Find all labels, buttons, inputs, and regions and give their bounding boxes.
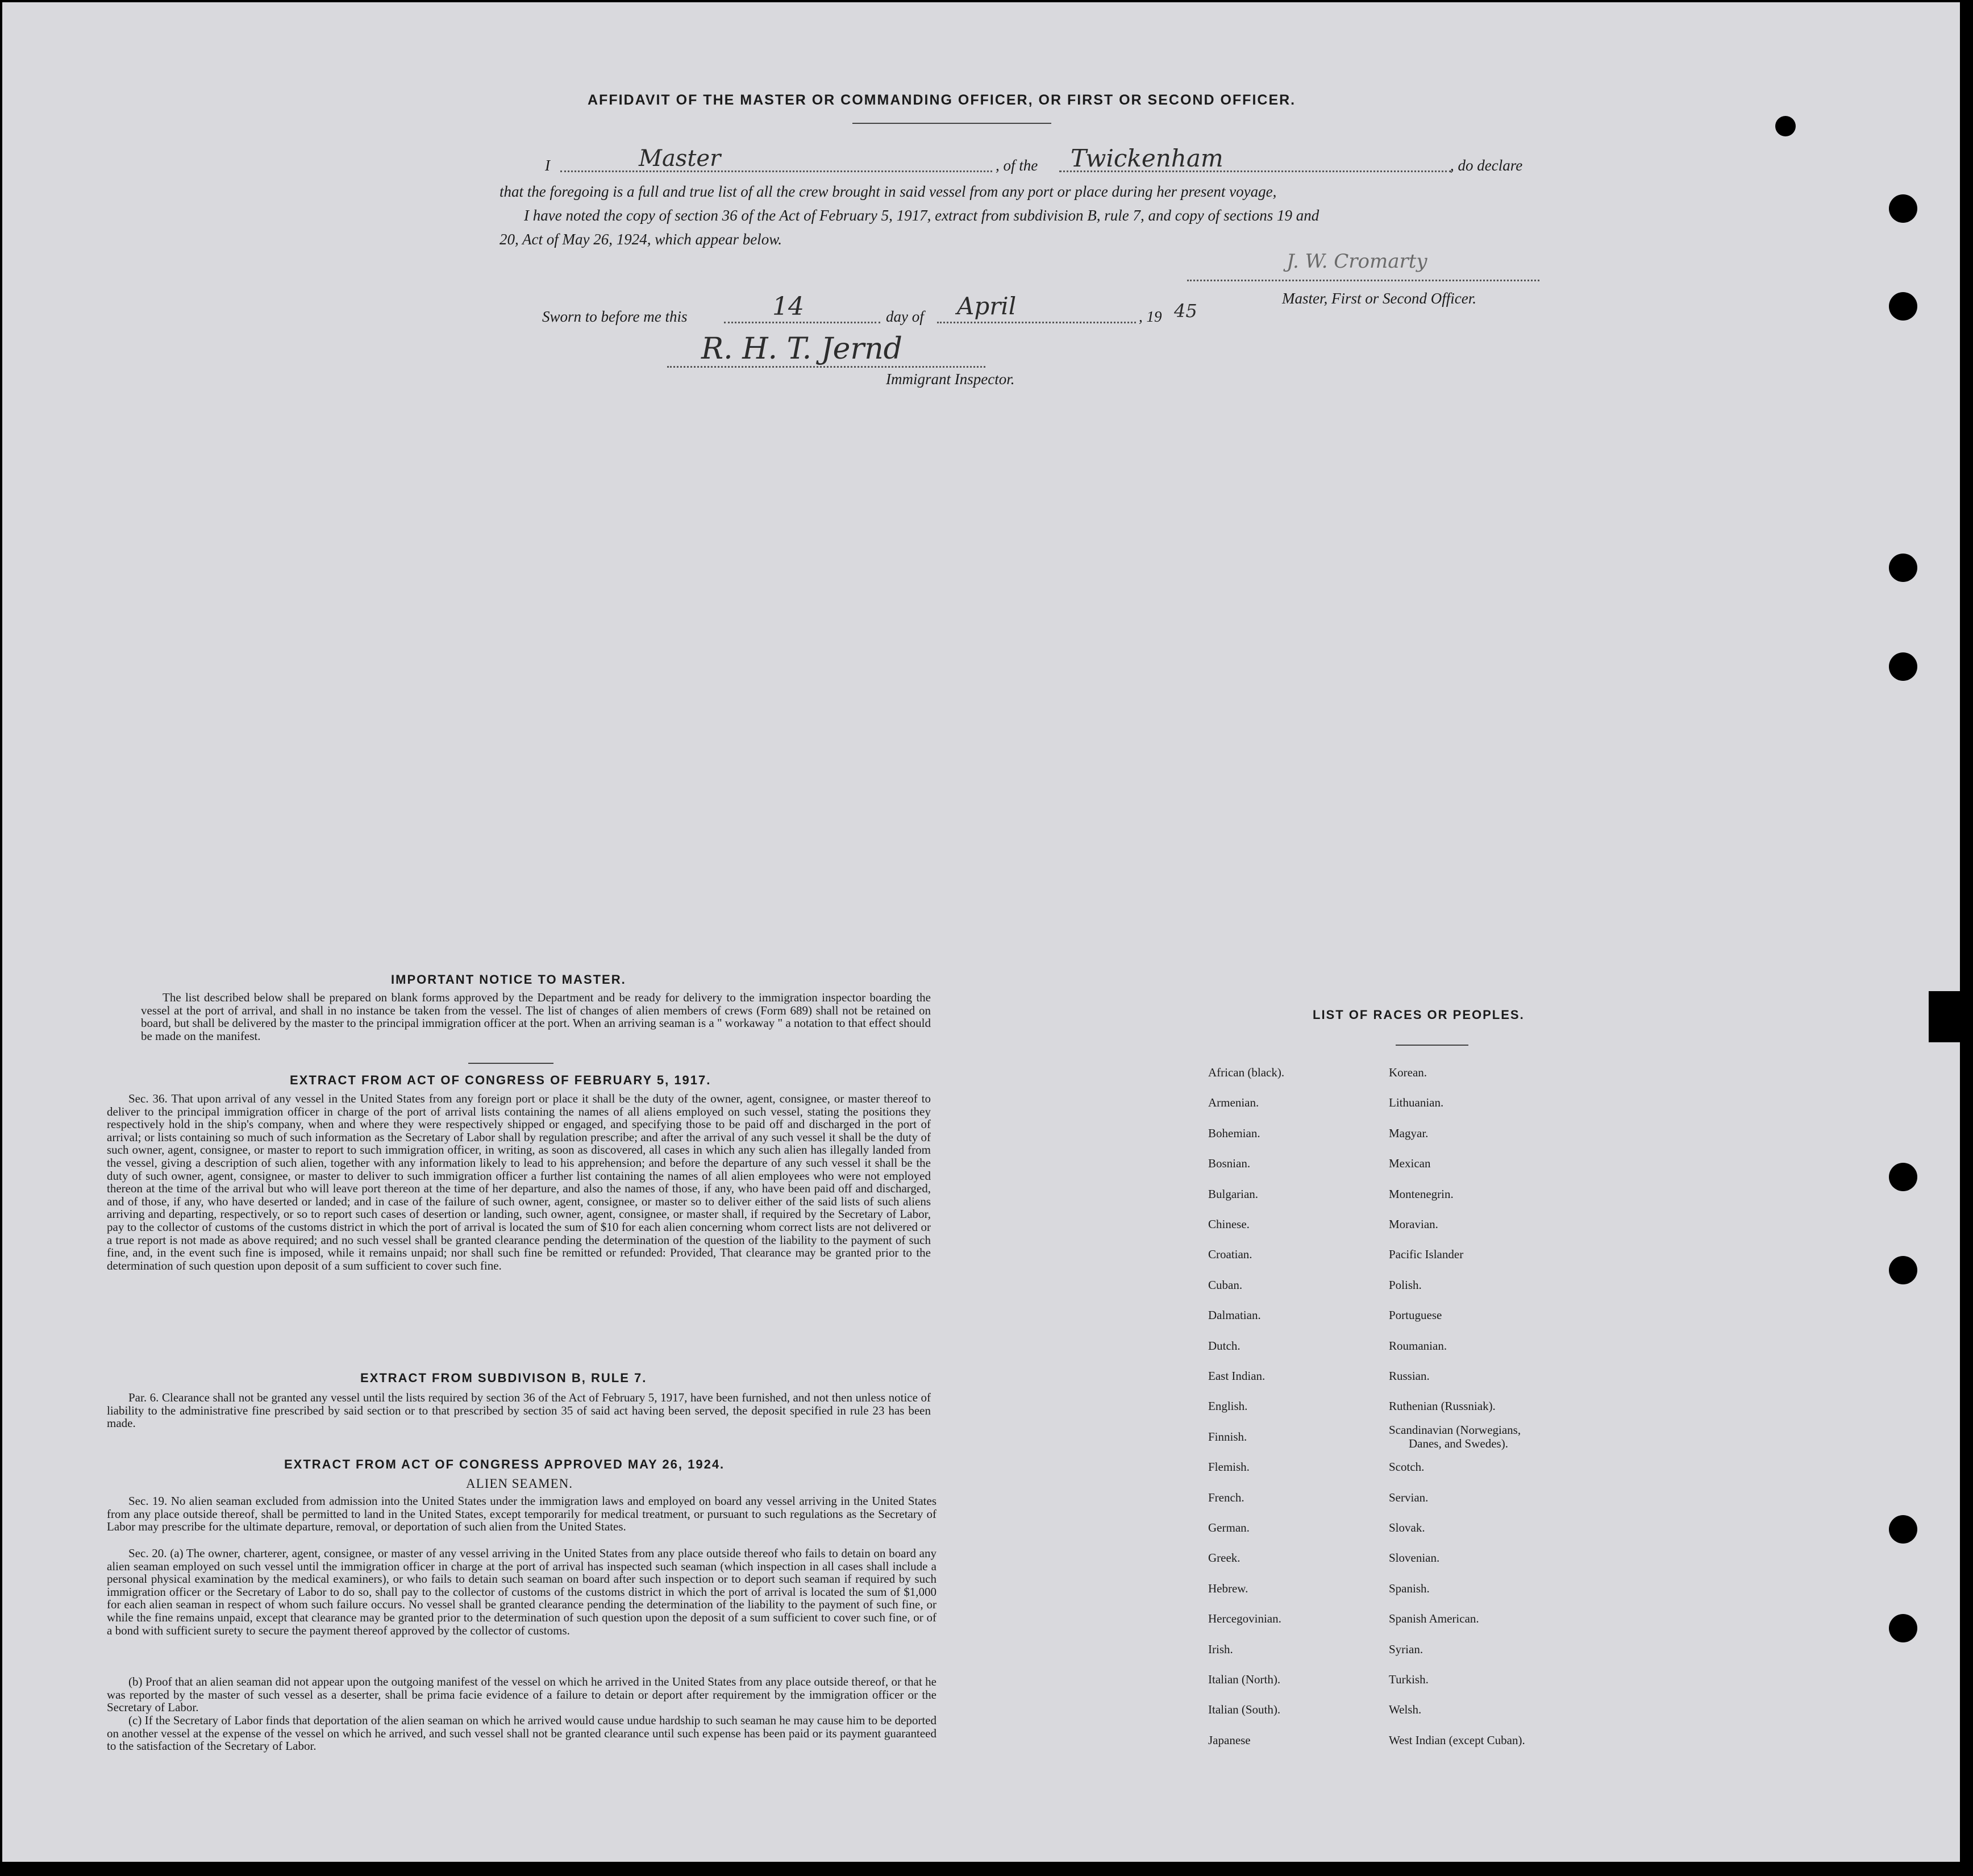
inspector-signature-line [667, 366, 985, 368]
declaration-line-2: I have noted the copy of section 36 of the Act of February 5, 1917, extract from subdivision B, rule 7, and copy of sections 19 and [524, 207, 1320, 224]
race-right-item: Pacific Islander [1389, 1247, 1464, 1261]
race-right-item: Turkish. [1389, 1673, 1429, 1686]
sec-20b-text: (b) Proof that an alien seaman did not appear upon the outgoing manifest of the vessel on which he arrived in the United States from any place outside thereof, or that he was reported by the master of such vessel as a deserter, shall be prima facie evidence of a failure to detain or deport after requirement by the immigration officer or the Secretary of Labor. [107, 1675, 936, 1715]
inspector-caption: Immigrant Inspector. [886, 371, 1015, 388]
race-left-item: Armenian. [1208, 1096, 1259, 1109]
race-right-item: Russian. [1389, 1369, 1430, 1383]
race-left-item: African (black). [1208, 1066, 1285, 1079]
sworn-day-handwritten: 14 [772, 292, 804, 321]
race-left-item: Cuban. [1208, 1278, 1243, 1292]
race-left-item: Bohemian. [1208, 1126, 1260, 1140]
sec-20c-text: (c) If the Secretary of Labor finds that deportation of the alien seaman on which he arrived would cause undue hardship to such seaman he may cause him to be deported on another vessel at the expense of the vessel on which he arrived, and such vessel shall not be granted clearance until such expense has been paid or its payment guaranteed to the satisfaction of the Secretary of Labor. [107, 1713, 936, 1753]
race-left-item: Italian (North). [1208, 1673, 1281, 1686]
race-right-item: Montenegrin. [1389, 1187, 1454, 1201]
page-edge-tear [1929, 991, 1960, 1042]
race-left-item: Bulgarian. [1208, 1187, 1259, 1201]
document-page [2, 2, 1960, 1862]
race-left-item: Flemish. [1208, 1460, 1250, 1474]
race-left-item: Bosnian. [1208, 1157, 1251, 1170]
affidavit-title: AFFIDAVIT OF THE MASTER OR COMMANDING OFFICER, OR FIRST OR SECOND OFFICER. [588, 92, 1296, 108]
affidavit-i-label: I [545, 157, 550, 174]
race-right-item: Welsh. [1389, 1703, 1422, 1716]
sworn-month-line [937, 322, 1136, 323]
race-left-item: Japanese [1208, 1733, 1251, 1747]
race-right-item: Lithuanian. [1389, 1096, 1444, 1109]
do-declare-label: , do declare [1450, 157, 1523, 174]
declaration-line-1: that the foregoing is a full and true list of all the crew brought in said vessel from any port or place during her present voyage, [500, 183, 1277, 200]
master-name-handwritten: Master [639, 145, 721, 172]
race-right-item: Roumanian. [1389, 1339, 1447, 1353]
race-left-item: Croatian. [1208, 1247, 1252, 1261]
master-signature: J. W. Cromarty [1287, 250, 1427, 273]
punch-hole [1889, 1614, 1917, 1642]
punch-hole [1889, 1515, 1917, 1544]
punch-hole [1775, 116, 1796, 136]
race-left-item: French. [1208, 1491, 1244, 1504]
punch-hole [1889, 554, 1917, 582]
race-left-item: Hebrew. [1208, 1582, 1248, 1595]
alien-seamen-subtitle: ALIEN SEAMEN. [466, 1476, 573, 1491]
sworn-day-line [724, 322, 880, 323]
extract-rule7-text: Par. 6. Clearance shall not be granted any vessel until the lists required by section 36 of the Act of February 5, 1917, have been furnished, and not then unless notice of liability to the administrative fine prescribed by said section or to that prescribed by section 35 of said act having been served, the deposit specified in rule 23 has been made. [107, 1391, 931, 1430]
race-right-item: Servian. [1389, 1491, 1429, 1504]
year-prefix: , 19 [1139, 308, 1162, 325]
race-right-item: Scandinavian (Norwegians, [1389, 1423, 1521, 1437]
name-line [560, 170, 992, 172]
master-caption: Master, First or Second Officer. [1282, 290, 1476, 307]
race-left-item: Chinese. [1208, 1217, 1250, 1231]
race-left-item: Finnish. [1208, 1430, 1247, 1444]
sworn-label: Sworn to before me this [542, 308, 688, 325]
inspector-signature: R. H. T. Jernd [701, 332, 902, 366]
punch-hole [1889, 1256, 1917, 1284]
master-signature-line [1187, 280, 1539, 281]
notice-text: The list described below shall be prepared on blank forms approved by the Department and be ready for delivery to the immigration inspector boarding the vessel at the port of arrival, and shall in no instance be taken from the vessel. The list of changes of alien members of crews (Form 689) shall not be retained on board, but shall be delivered by the master to the principal immigration officer at the port. When an arriving seaman is a " workaway " a notation to that effect should be made on the manifest. [141, 991, 931, 1043]
extract-1924-title: EXTRACT FROM ACT OF CONGRESS APPROVED MAY 26, 1924. [284, 1457, 725, 1471]
race-left-item: Greek. [1208, 1551, 1241, 1565]
notice-divider [468, 1063, 553, 1064]
extract-1917-text: Sec. 36. That upon arrival of any vessel in the United States from any foreign port or place it shall be the duty of the owner, agent, consignee, or master thereof to deliver to the principal immigration officer in charge of the port of arrival lists containing the names of all aliens employed on such vessel, stating the positions they respectively hold in the ship's company, when and where they were respectively shipped or engaged, and specifying those to be paid off and discharged in the port of arrival; or lists containing so much of such information as the Secretary of Labor shall by regulation prescribe; and after the arrival of any such vessel it shall be the duty of such owner, agent, consignee, or master to report to such immigration officer, in writing, as soon as discovered, all cases in which any such alien has illegally landed from the vessel, giving a description of such alien, together with any information likely to lead to his apprehension; and before the departure of any such vessel it shall be the duty of such owner, agent, consignee, or master to deliver to such immigration officer a further list containing the names of all alien employees who were not employed thereon at the time of the arrival but who will leave port thereon at the time of her departure, and also the names of those, if any, who have been paid off and discharged, and of those, if any, who have deserted or landed; and in case of the failure of such owner, agent, consignee, or master so to deliver either of the said lists of such aliens arriving and departing, respectively, or so to report such cases of desertion or landing, such owner, agent, consignee, or master shall, if required by the Secretary of Labor, pay to the collector of customs of the customs district in which the port of arrival is located the sum of $10 for each alien concerning whom correct lists are not delivered or a true report is not made as above required; and no such vessel shall be granted clearance pending the determination of the question of the liability to the payment of such fine, and, in the event such fine is imposed, while it remains unpaid; nor shall such fine be remitted or refunded: Provided, That clearance may be granted prior to the determination of such question upon deposit of a sum sufficient to cover such fine. [107, 1092, 931, 1272]
race-right-item: Slovak. [1389, 1521, 1425, 1534]
punch-hole [1889, 1163, 1917, 1191]
race-right-item: Ruthenian (Russniak). [1389, 1399, 1496, 1413]
races-title: LIST OF RACES OR PEOPLES. [1313, 1008, 1525, 1022]
race-right-item: Korean. [1389, 1066, 1427, 1079]
race-right-item: Moravian. [1389, 1217, 1438, 1231]
sworn-month-handwritten: April [957, 292, 1017, 320]
punch-hole [1889, 292, 1917, 321]
extract-rule7-title: EXTRACT FROM SUBDIVISON B, RULE 7. [360, 1371, 647, 1385]
race-left-item: Irish. [1208, 1642, 1233, 1656]
race-right-item: Spanish. [1389, 1582, 1430, 1595]
race-right-item: Mexican [1389, 1157, 1431, 1170]
declaration-line-3: 20, Act of May 26, 1924, which appear below. [500, 231, 782, 248]
punch-hole [1889, 194, 1917, 223]
race-right-item-continuation: Danes, and Swedes). [1409, 1437, 1508, 1450]
race-right-item: Syrian. [1389, 1642, 1423, 1656]
race-left-item: Dutch. [1208, 1339, 1241, 1353]
race-right-item: Spanish American. [1389, 1612, 1479, 1625]
sec-19-text: Sec. 19. No alien seaman excluded from admission into the United States under the immigration laws and employed on board any vessel arriving in the United States from any place outside thereof, shall be permitted to land in the United States, except temporarily for medical treatment, or pursuant to such regulations as the Secretary of Labor may prescribe for the ultimate departure, removal, or deportation of such alien from the United States. [107, 1494, 936, 1534]
race-left-item: Italian (South). [1208, 1703, 1281, 1716]
race-right-item: Scotch. [1389, 1460, 1425, 1474]
extract-1917-title: EXTRACT FROM ACT OF CONGRESS OF FEBRUARY 5, 1917. [290, 1073, 711, 1087]
race-right-item: West Indian (except Cuban). [1389, 1733, 1525, 1747]
race-left-item: East Indian. [1208, 1369, 1266, 1383]
notice-title: IMPORTANT NOTICE TO MASTER. [391, 972, 626, 987]
day-of-label: day of [886, 308, 924, 325]
sec-20a-text: Sec. 20. (a) The owner, charterer, agent, consignee, or master of any vessel arriving in the United States from any place outside thereof who fails to detain on board any alien seaman employed on such vessel until the immigration officer in charge at the port of arrival has inspected such seaman (which inspection in all cases shall include a personal physical examination by the medical examiners), or who fails to detain such seaman on board after such inspection or to deport such seaman if required by such immigration officer or the Secretary of Labor to do so, shall pay to the collector of customs of the customs district in which the port of arrival is located the sum of $1,000 for each alien seaman in respect of whom such failure occurs. No vessel shall be granted clearance pending the determination of the liability to the payment of such fine, or while the fine remains unpaid, except that clearance may be granted prior to the determination of such question upon the deposit of a sum sufficient to cover such fine, or of a bond with sufficient surety to secure the payment thereof approved by the collector of customs. [107, 1546, 936, 1637]
race-left-item: Dalmatian. [1208, 1308, 1261, 1322]
race-left-item: English. [1208, 1399, 1248, 1413]
races-divider [1396, 1045, 1468, 1046]
vessel-name-handwritten: Twickenham [1071, 144, 1223, 172]
of-the-label: , of the [996, 157, 1038, 174]
race-left-item: German. [1208, 1521, 1250, 1534]
punch-hole [1889, 652, 1917, 681]
race-right-item: Magyar. [1389, 1126, 1429, 1140]
title-divider [852, 123, 1051, 124]
race-right-item: Portuguese [1389, 1308, 1442, 1322]
race-right-item: Slovenian. [1389, 1551, 1440, 1565]
year-suffix-handwritten: 45 [1174, 300, 1197, 322]
race-left-item: Hercegovinian. [1208, 1612, 1281, 1625]
race-right-item: Polish. [1389, 1278, 1422, 1292]
